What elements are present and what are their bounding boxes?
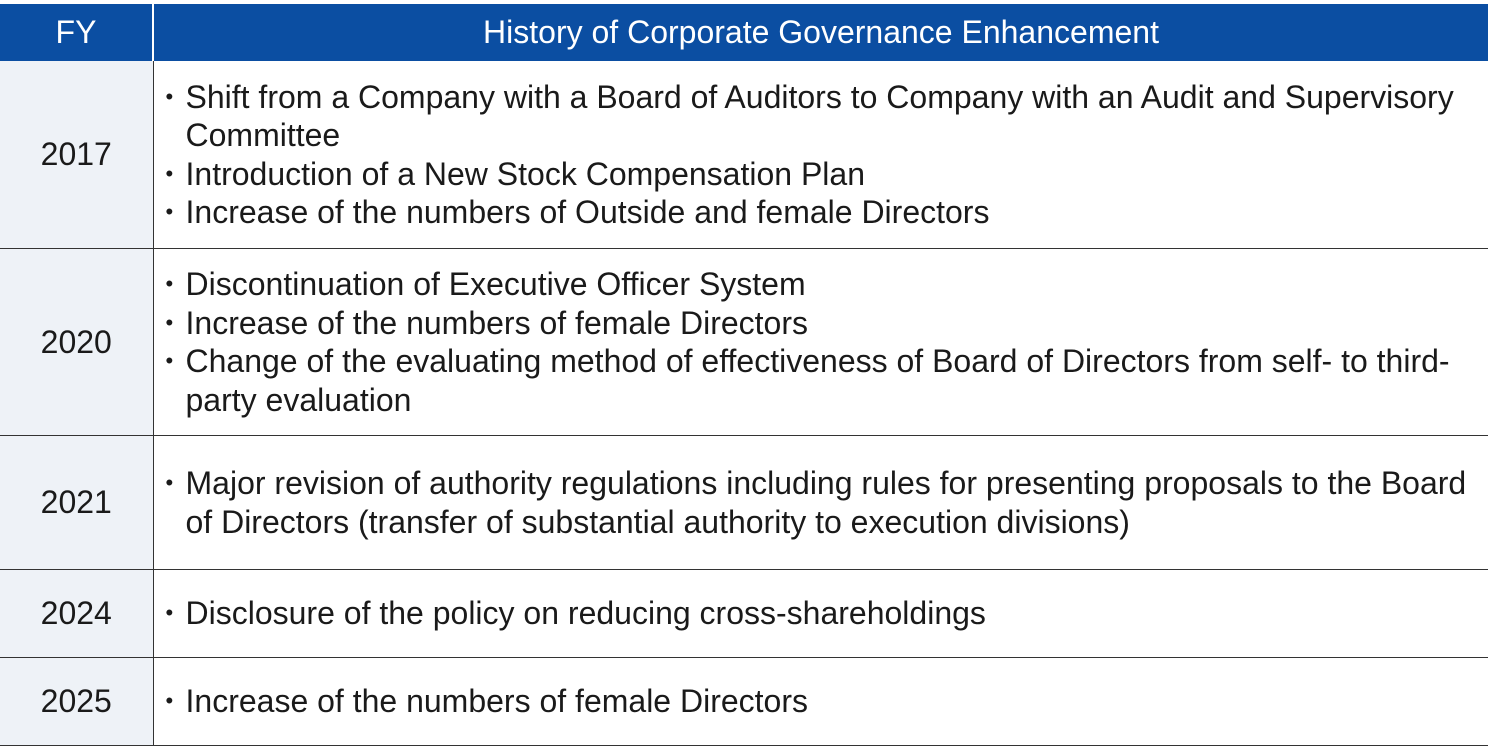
fy-cell: 2017 bbox=[0, 61, 153, 249]
list-item: • Increase of the numbers of female Directors bbox=[164, 304, 1469, 343]
history-cell bbox=[153, 658, 1488, 746]
list-item: • Increase of the numbers of female Directors bbox=[164, 682, 1469, 721]
table-row bbox=[0, 249, 1488, 436]
fy-cell: 2020 bbox=[0, 249, 153, 436]
fy-column-header: FY bbox=[0, 4, 153, 61]
fy-cell: 2024 bbox=[0, 570, 153, 658]
list-item: • Change of the evaluating method of effectiveness of Board of Directors from self- to third-party evaluation bbox=[164, 342, 1469, 419]
fy-cell: 2021 bbox=[0, 436, 153, 570]
header-row bbox=[0, 4, 1488, 61]
list-item: • Increase of the numbers of Outside and female Directors bbox=[164, 193, 1469, 232]
table-row bbox=[0, 436, 1488, 570]
list-item: • Discontinuation of Executive Officer System bbox=[164, 265, 1469, 304]
table-row bbox=[0, 658, 1488, 746]
history-list bbox=[164, 594, 1469, 633]
list-item: • Disclosure of the policy on reducing cross-shareholdings bbox=[164, 594, 1469, 633]
list-item: • Major revision of authority regulations including rules for presenting proposals to the Board of Directors (transfer of substantial authority to execution divisions) bbox=[164, 464, 1469, 541]
history-column-header: History of Corporate Governance Enhancement bbox=[153, 4, 1488, 61]
history-list bbox=[164, 682, 1469, 721]
governance-history-table bbox=[0, 4, 1488, 746]
history-cell bbox=[153, 249, 1488, 436]
history-list bbox=[164, 78, 1469, 232]
list-item: • Shift from a Company with a Board of Auditors to Company with an Audit and Supervisory Committee bbox=[164, 78, 1469, 155]
history-cell bbox=[153, 570, 1488, 658]
table-row bbox=[0, 570, 1488, 658]
list-item: • Introduction of a New Stock Compensation Plan bbox=[164, 155, 1469, 194]
history-cell bbox=[153, 61, 1488, 249]
table-row bbox=[0, 61, 1488, 249]
history-list bbox=[164, 464, 1469, 541]
fy-cell: 2025 bbox=[0, 658, 153, 746]
history-cell bbox=[153, 436, 1488, 570]
history-list bbox=[164, 265, 1469, 419]
